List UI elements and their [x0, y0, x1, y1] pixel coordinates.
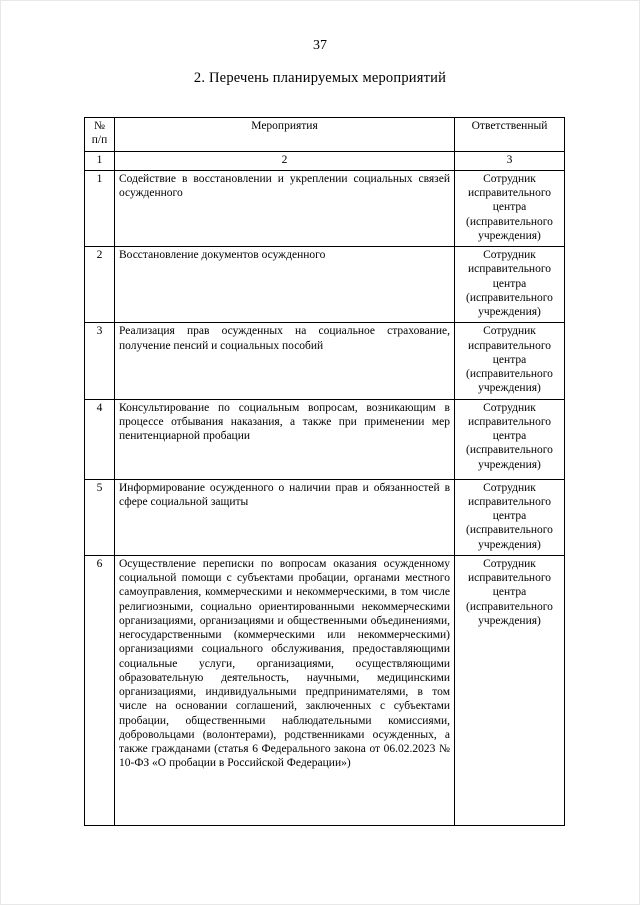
column-number-3: 3: [455, 151, 565, 170]
responsible-cell: Сотрудник исправительного центра (исправительного учреждения): [455, 323, 565, 399]
table-row: [85, 170, 565, 246]
responsible-cell: Сотрудник исправительного центра (исправительного учреждения): [455, 555, 565, 825]
header-num: № п/п: [85, 118, 115, 152]
activity-cell: Реализация прав осужденных на социальное страхование, получение пенсий и социальных пособий: [115, 323, 455, 399]
table-row: [85, 555, 565, 825]
row-number-cell: 1: [85, 170, 115, 246]
row-number-cell: 6: [85, 555, 115, 825]
page-title: 2. Перечень планируемых мероприятий: [193, 70, 447, 86]
header-activity: Мероприятия: [115, 118, 455, 152]
row-number-cell: 3: [85, 323, 115, 399]
activity-cell: Осуществление переписки по вопросам оказания осужденному социальной помощи с субъектами пробации, органами местного самоуправления, коммерческими и некоммерческими, в том числе религиозными, социально ориентированными некоммерческими организациями, организациями и общественными объединениями, негосударственными (коммерческими или некоммерческими) организациями социального обслуживания, предоставляющими социальные услуги, организациями, осуществляющими образовательную деятельность, научными, медицинскими организациями, индивидуальными предпринимателями, в том числе на основании соглашений, заключенных с субъектами пробации, общественными наблюдательными комиссиями, добровольцами (волонтерами), родственниками осужденных, а также гражданами (статья 6 Федерального закона от 06.02.2023 № 10-ФЗ «О пробации в Российской Федерации»): [115, 555, 455, 825]
row-number-cell: 2: [85, 247, 115, 323]
row-number-cell: 5: [85, 479, 115, 555]
column-number-row: [85, 151, 565, 170]
responsible-cell: Сотрудник исправительного центра (исправительного учреждения): [455, 170, 565, 246]
responsible-cell: Сотрудник исправительного центра (исправительного учреждения): [455, 479, 565, 555]
activity-cell: Восстановление документов осужденного: [115, 247, 455, 323]
header-responsible: Ответственный: [455, 118, 565, 152]
column-number-1: 1: [85, 151, 115, 170]
table-header-row: [85, 118, 565, 152]
page-number: 37: [313, 38, 327, 53]
table-row: [85, 247, 565, 323]
table-row: [85, 323, 565, 399]
activity-cell: Содействие в восстановлении и укреплении социальных связей осужденного: [115, 170, 455, 246]
responsible-cell: Сотрудник исправительного центра (исправительного учреждения): [455, 399, 565, 479]
column-number-2: 2: [115, 151, 455, 170]
responsible-cell: Сотрудник исправительного центра (исправительного учреждения): [455, 247, 565, 323]
activity-cell: Информирование осужденного о наличии прав и обязанностей в сфере социальной защиты: [115, 479, 455, 555]
activity-cell: Консультирование по социальным вопросам, возникающим в процессе отбывания наказания, а также при применении мер пенитенциарной пробации: [115, 399, 455, 479]
table-row: [85, 479, 565, 555]
row-number-cell: 4: [85, 399, 115, 479]
planned-activities-table: [84, 117, 565, 826]
table-row: [85, 399, 565, 479]
